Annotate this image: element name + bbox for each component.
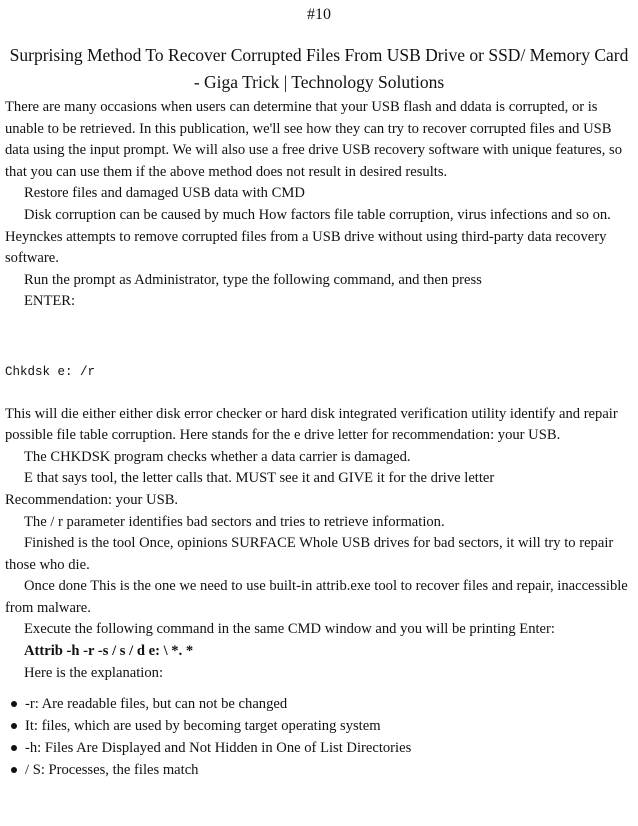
attrib-command: Attrib -h -r -s / s / d e: \ *. * xyxy=(24,643,194,660)
paragraph-execute: Execute the following command in the same CMD window and you will be printing Enter: xyxy=(24,621,555,638)
paragraph-recommendation: Recommendation: your USB. xyxy=(5,491,179,508)
code-command: Chkdsk e: /r xyxy=(5,364,96,379)
explanation-list xyxy=(5,693,633,781)
paragraph-e-that-says: E that says tool, the letter calls that. MUST see it and GIVE it for the drive letter xyxy=(24,470,495,487)
paragraph-finished: Finished is the tool Once, opinions SURFACE Whole USB drives for bad sectors, it will try to repair those who die. xyxy=(5,535,614,573)
bullet-icon xyxy=(11,767,17,773)
paragraph-intro: There are many occasions when users can determine that your USB flash and ddata is corrupted, or is unable to be retrieved. In this publication, we'll see how they can try to recover corrupted files and USB data using the input prompt. We will also use a free drive USB recovery software with unique features, so that you can use them if the above method does not result in desired results. xyxy=(5,99,623,180)
paragraph-chkdsk-program: The CHKDSK program checks whether a data carrier is damaged. xyxy=(24,448,411,465)
bullet-icon xyxy=(11,723,17,729)
bullet-icon xyxy=(11,745,17,751)
paragraph-r-parameter: The / r parameter identifies bad sectors and tries to retrieve information. xyxy=(24,513,445,530)
list-item-text: -r: Are readable files, but can not be changed xyxy=(25,696,288,713)
paragraph-will-die: This will die either either disk error checker or hard disk integrated verification utility identify and repair possible file table corruption. Here stands for the e drive letter for recommendation: your USB. xyxy=(5,405,618,444)
list-item-text: -h: Files Are Displayed and Not Hidden in One of List Directories xyxy=(25,740,412,757)
list-item-text: / S: Processes, the files match xyxy=(25,762,199,779)
paragraph-corruption: Disk corruption can be caused by much How factors file table corruption, virus infections and so on. Heynckes attempts to remove corrupted files from a USB drive without using third-party data recovery software. xyxy=(5,206,611,267)
paragraph-enter: ENTER: xyxy=(24,293,76,310)
list-item-text: It: files, which are used by becoming target operating system xyxy=(25,718,381,735)
page-title: Surprising Method To Recover Corrupted Files From USB Drive or SSD/ Memory Card - Giga Trick | Technology Solutions xyxy=(9,45,629,92)
list-item xyxy=(25,715,633,737)
list-item xyxy=(25,693,633,715)
article-body xyxy=(5,97,633,781)
paragraph-explanation: Here is the explanation: xyxy=(24,664,163,681)
bullet-icon xyxy=(11,701,17,707)
list-item xyxy=(25,759,633,781)
page-number: #10 xyxy=(307,6,331,23)
paragraph-run-prompt: Run the prompt as Administrator, type the following command, and then press xyxy=(24,271,482,288)
paragraph-once-done: Once done This is the one we need to use built-in attrib.exe tool to recover files and repair, inaccessible from malware. xyxy=(5,578,628,616)
paragraph-restore: Restore files and damaged USB data with CMD xyxy=(24,185,305,202)
list-item xyxy=(25,737,633,759)
